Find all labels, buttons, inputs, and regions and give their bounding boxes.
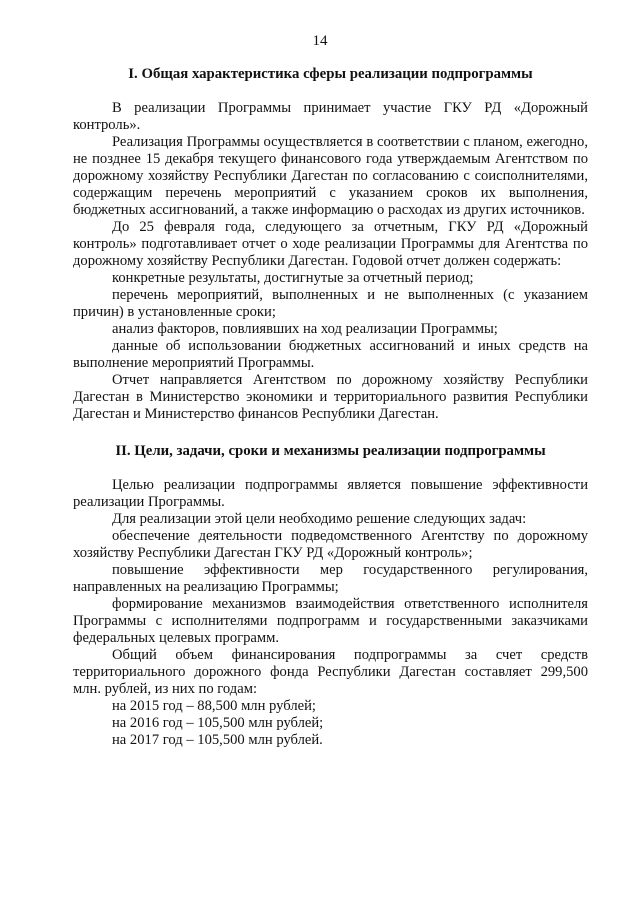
document-body [73,66,588,749]
report-item: данные об использовании бюджетных ассигнований и иных средств на выполнение мероприятий Программы. [73,338,588,371]
funding-year-item: на 2016 год – 105,500 млн рублей; [112,715,324,731]
paragraph: В реализации Программы принимает участие ГКУ РД «Дорожный контроль». [73,100,588,133]
paragraph: Общий объем финансирования подпрограммы за счет средств территориального дорожного фонда Республики Дагестан составляет 299,500 млн. рублей, из них по годам: [73,647,588,697]
funding-year-item: на 2015 год – 88,500 млн рублей; [112,698,316,714]
task-item: обеспечение деятельности подведомственного Агентству по дорожному хозяйству Республики Дагестан ГКУ РД «Дорожный контроль»; [73,528,588,561]
paragraph: Для реализации этой цели необходимо решение следующих задач: [112,511,527,527]
report-item: перечень мероприятий, выполненных и не выполненных (с указанием причин) в установленные сроки; [73,287,588,320]
page-number: 14 [312,33,328,49]
funding-year-item: на 2017 год – 105,500 млн рублей. [112,732,323,748]
task-item: повышение эффективности мер государственного регулирования, направленных на реализацию Программы; [73,562,588,595]
paragraph: Реализация Программы осуществляется в соответствии с планом, ежегодно, не позднее 15 декабря текущего финансового года утверждаемым Агентством по дорожному хозяйству Республики Дагестан по согласованию с соисполнителями, содержащим перечень мероприятий с указанием сроков их выполнения, бюджетных ассигнований, а также информацию о расходах из других источников. [73,134,588,218]
task-item: формирование механизмов взаимодействия ответственного исполнителя Программы с исполнителями подпрограмм и государственными заказчиками федеральных целевых программ. [73,596,588,646]
paragraph: До 25 февраля года, следующего за отчетным, ГКУ РД «Дорожный контроль» подготавливает отчет о ходе реализации Программы для Агентства по дорожному хозяйству Республики Дагестан. Годовой отчет должен содержать: [73,219,588,269]
paragraph: Целью реализации подпрограммы является повышение эффективности реализации Программы. [73,477,588,510]
paragraph: Отчет направляется Агентством по дорожному хозяйству Республики Дагестан в Министерство экономики и территориального развития Республики Дагестан и Министерство финансов Республики Дагестан. [73,372,588,422]
report-item: конкретные результаты, достигнутые за отчетный период; [112,270,474,286]
section-1-heading: I. Общая характеристика сферы реализации подпрограммы [128,66,533,82]
report-item: анализ факторов, повлиявших на ход реализации Программы; [112,321,498,337]
section-2-heading: II. Цели, задачи, сроки и механизмы реализации подпрограммы [115,443,546,459]
